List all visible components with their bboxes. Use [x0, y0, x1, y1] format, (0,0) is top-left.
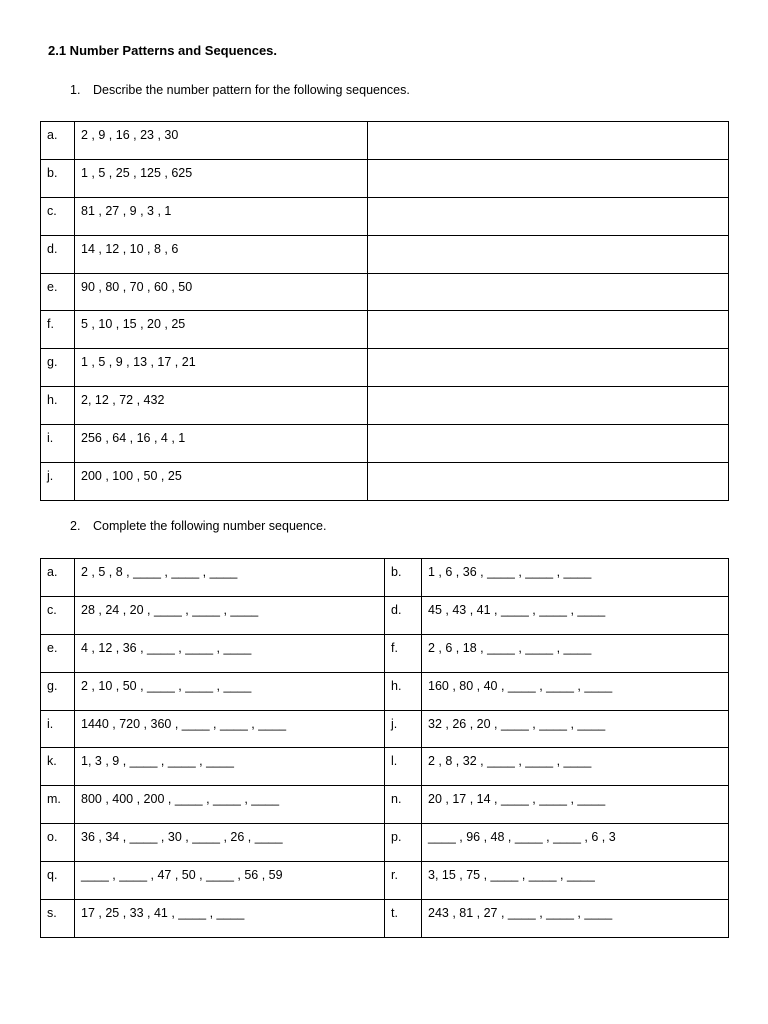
table-row	[41, 634, 729, 672]
table-row	[41, 710, 729, 748]
table-row	[41, 824, 729, 862]
table-row	[41, 349, 729, 387]
sequence-cell: 5 , 10 , 15 , 20 , 25	[75, 311, 368, 349]
answer-cell[interactable]	[368, 387, 729, 425]
row-label: m.	[41, 786, 75, 824]
table-row	[41, 387, 729, 425]
sequence-cell: 14 , 12 , 10 , 8 , 6	[75, 235, 368, 273]
row-label: i.	[41, 710, 75, 748]
sequence-cell: 2 , 8 , 32 , ____ , ____ , ____	[422, 748, 729, 786]
row-label: q.	[41, 862, 75, 900]
row-label: b.	[385, 559, 422, 597]
sequence-cell: 3, 15 , 75 , ____ , ____ , ____	[422, 862, 729, 900]
question-2-text: Complete the following number sequence.	[93, 519, 327, 533]
row-label: f.	[41, 311, 75, 349]
row-label: r.	[385, 862, 422, 900]
row-label: a.	[41, 122, 75, 160]
row-label: s.	[41, 900, 75, 938]
sequence-cell: 1440 , 720 , 360 , ____ , ____ , ____	[75, 710, 385, 748]
answer-cell[interactable]	[368, 235, 729, 273]
row-label: d.	[385, 596, 422, 634]
row-label: h.	[385, 672, 422, 710]
sequence-cell: 20 , 17 , 14 , ____ , ____ , ____	[422, 786, 729, 824]
row-label: i.	[41, 425, 75, 463]
sequence-cell: 1 , 5 , 25 , 125 , 625	[75, 159, 368, 197]
sequence-cell: 200 , 100 , 50 , 25	[75, 463, 368, 501]
table-row	[41, 672, 729, 710]
table-row	[41, 559, 729, 597]
row-label: k.	[41, 748, 75, 786]
table-row	[41, 862, 729, 900]
sequence-cell: 45 , 43 , 41 , ____ , ____ , ____	[422, 596, 729, 634]
table-row	[41, 425, 729, 463]
sequence-cell: 2 , 6 , 18 , ____ , ____ , ____	[422, 634, 729, 672]
table-row	[41, 786, 729, 824]
question-1-text: Describe the number pattern for the following sequences.	[93, 83, 410, 97]
sequence-cell: 36 , 34 , ____ , 30 , ____ , 26 , ____	[75, 824, 385, 862]
row-label: n.	[385, 786, 422, 824]
row-label: b.	[41, 159, 75, 197]
question-2	[70, 519, 326, 533]
row-label: j.	[385, 710, 422, 748]
answer-cell[interactable]	[368, 197, 729, 235]
row-label: e.	[41, 634, 75, 672]
row-label: p.	[385, 824, 422, 862]
row-label: t.	[385, 900, 422, 938]
table-row	[41, 197, 729, 235]
row-label: c.	[41, 596, 75, 634]
table-row	[41, 235, 729, 273]
row-label: h.	[41, 387, 75, 425]
answer-cell[interactable]	[368, 463, 729, 501]
table-row	[41, 273, 729, 311]
sequence-cell: 81 , 27 , 9 , 3 , 1	[75, 197, 368, 235]
sequence-cell: 2 , 9 , 16 , 23 , 30	[75, 122, 368, 160]
answer-cell[interactable]	[368, 425, 729, 463]
pattern-description-table	[40, 121, 729, 501]
row-label: a.	[41, 559, 75, 597]
sequence-cell: 2, 12 , 72 , 432	[75, 387, 368, 425]
row-label: j.	[41, 463, 75, 501]
sequence-cell: 17 , 25 , 33 , 41 , ____ , ____	[75, 900, 385, 938]
complete-sequence-table	[40, 558, 729, 938]
question-1	[70, 83, 410, 97]
row-label: o.	[41, 824, 75, 862]
table-row	[41, 596, 729, 634]
answer-cell[interactable]	[368, 349, 729, 387]
sequence-cell: 32 , 26 , 20 , ____ , ____ , ____	[422, 710, 729, 748]
sequence-cell: 1, 3 , 9 , ____ , ____ , ____	[75, 748, 385, 786]
row-label: l.	[385, 748, 422, 786]
table-row	[41, 311, 729, 349]
row-label: g.	[41, 672, 75, 710]
sequence-cell: 2 , 10 , 50 , ____ , ____ , ____	[75, 672, 385, 710]
question-2-number: 2.	[70, 519, 81, 533]
question-1-number: 1.	[70, 83, 81, 97]
sequence-cell: ____ , ____ , 47 , 50 , ____ , 56 , 59	[75, 862, 385, 900]
row-label: g.	[41, 349, 75, 387]
sequence-cell: 2 , 5 , 8 , ____ , ____ , ____	[75, 559, 385, 597]
sequence-cell: 28 , 24 , 20 , ____ , ____ , ____	[75, 596, 385, 634]
table-row	[41, 463, 729, 501]
answer-cell[interactable]	[368, 311, 729, 349]
answer-cell[interactable]	[368, 122, 729, 160]
sequence-cell: 800 , 400 , 200 , ____ , ____ , ____	[75, 786, 385, 824]
sequence-cell: 243 , 81 , 27 , ____ , ____ , ____	[422, 900, 729, 938]
row-label: f.	[385, 634, 422, 672]
sequence-cell: ____ , 96 , 48 , ____ , ____ , 6 , 3	[422, 824, 729, 862]
sequence-cell: 1 , 5 , 9 , 13 , 17 , 21	[75, 349, 368, 387]
page-title: 2.1 Number Patterns and Sequences.	[48, 43, 278, 58]
answer-cell[interactable]	[368, 273, 729, 311]
sequence-cell: 1 , 6 , 36 , ____ , ____ , ____	[422, 559, 729, 597]
sequence-cell: 90 , 80 , 70 , 60 , 50	[75, 273, 368, 311]
answer-cell[interactable]	[368, 159, 729, 197]
sequence-cell: 256 , 64 , 16 , 4 , 1	[75, 425, 368, 463]
row-label: d.	[41, 235, 75, 273]
row-label: e.	[41, 273, 75, 311]
table-row	[41, 900, 729, 938]
sequence-cell: 160 , 80 , 40 , ____ , ____ , ____	[422, 672, 729, 710]
sequence-cell: 4 , 12 , 36 , ____ , ____ , ____	[75, 634, 385, 672]
table-row	[41, 159, 729, 197]
table-row	[41, 122, 729, 160]
table-row	[41, 748, 729, 786]
row-label: c.	[41, 197, 75, 235]
